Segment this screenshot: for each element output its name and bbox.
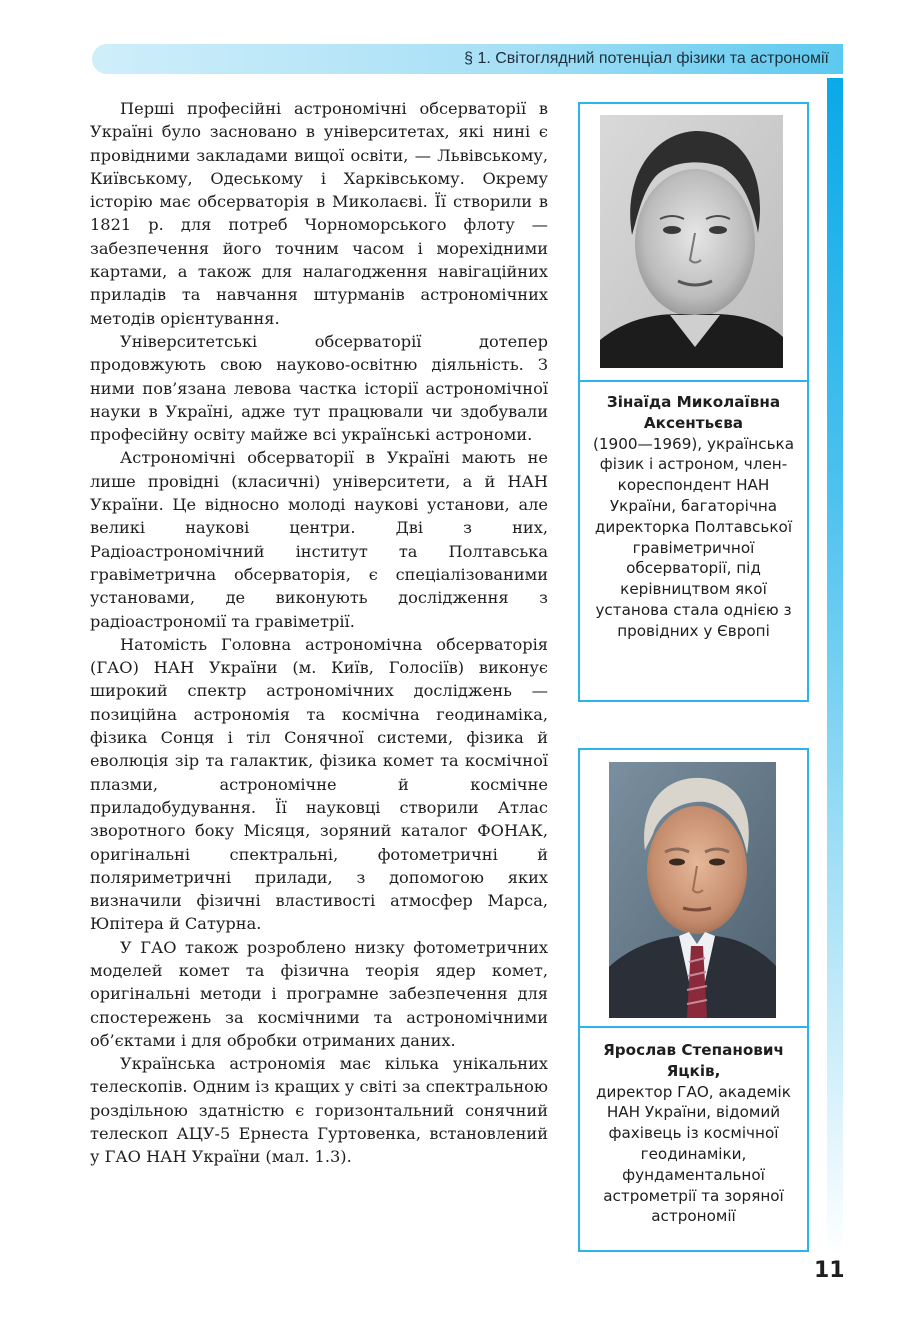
portrait-caption-aksentieva [584, 392, 803, 642]
paragraph: Астрономічні обсерваторії в Україні мають не лише провідні (класичні) університети, а й НАН України. Це відносно молоді наукові установи, але великі наукові центри. Дві з них, Радіоастрономічний інститут та Полтавська гравіметрична обсерваторія, є спеціалізованими установами, де виконують дослідження з радіоастрономії та гравіметрії. [90, 448, 548, 631]
photo-frame [580, 750, 807, 1028]
main-text-column [90, 97, 548, 1169]
paragraph: Перші професійні астрономічні обсерваторії в Україні було засновано в університетах, які нині є провідними закладами вищої освіти, — Львівському, Київському, Одеському і Харківському. Окрему історію має обсерваторія в Миколаєві. Її створили в 1821 р. для потреб Чорноморського флоту — забезпечення його точним часом і мореxідними картами, а також для налагодження навігаційних приладів та навчання штурманів астрономічних методів орієнтування. [90, 99, 548, 328]
person-name: Зінаїда Миколаївна Аксентьєва [606, 393, 781, 432]
paragraph: Натомість Головна астрономічна обсерваторія (ГАО) НАН України (м. Київ, Голосіїв) виконує широкий спектр астрономічних досліджень — позиційна астрономія та космічна геодинаміка, фізика Сонця і тіл Сонячної системи, фізика й еволюція зір та галактик, фізика комет та космічної плазми, астрономічне й космічне приладобудування. Її науковці створили Атлас зворотного боку Місяця, зоряний каталог ФОНАК, оригінальні спектральні, фотометричні й поляриметричні прилади, з допомогою яких визначили фізичні властивості атмосфер Марса, Юпітера й Сатурна. [90, 634, 548, 934]
photo-frame [580, 104, 807, 382]
paragraph: Українська астрономія має кілька унікальних телескопів. Одним із кращих у світі за спектральною роздільною здатністю є горизонтальний сонячний телескоп АЦУ-5 Ернеста Гуртовенка, встановлений у ГАО НАН України (мал. 1.3). [90, 1054, 548, 1167]
portrait-caption-yatskiv [584, 1040, 803, 1227]
side-accent-stripe [827, 78, 843, 1258]
portrait-box-yatskiv [578, 748, 809, 1252]
paragraph: У ГАО також розроблено низку фотометричних моделей комет та фізична теорія ядер комет, оригінальні методи і програмне забезпечення для спостережень за космічними та астрономічними об’єктами і для обробки отриманих даних. [90, 937, 548, 1050]
section-header-bar [92, 44, 843, 74]
section-title: § 1. Світоглядний потенціал фізики та астрономії [464, 50, 829, 67]
paragraph: Університетські обсерваторії дотепер продовжують свою науково-освітню діяльність. З ними пов’язана левова частка історії астрономічної науки в Україні, адже тут працювали чи здобували професійну освіту майже всі українські астрономи. [90, 331, 548, 445]
person-description: (1900—1969), українська фізик і астроном, член-кореспондент НАН України, багаторічна директорка Полтавської гравіметричної обсерваторії, під керівництвом якої установа стала однією з провідних у Європі [592, 434, 795, 640]
person-name: Ярослав Степанович Яцків, [603, 1041, 784, 1080]
portrait-photo-aksentieva [600, 115, 783, 368]
page-number: 11 [814, 1258, 845, 1283]
person-description: директор ГАО, академік НАН України, відомий фахівець із космічної геодинаміки, фундаментальної астрометрії та зоряної астрономії [596, 1082, 791, 1226]
portrait-photo-yatskiv [609, 762, 776, 1018]
portrait-box-aksentieva [578, 102, 809, 702]
